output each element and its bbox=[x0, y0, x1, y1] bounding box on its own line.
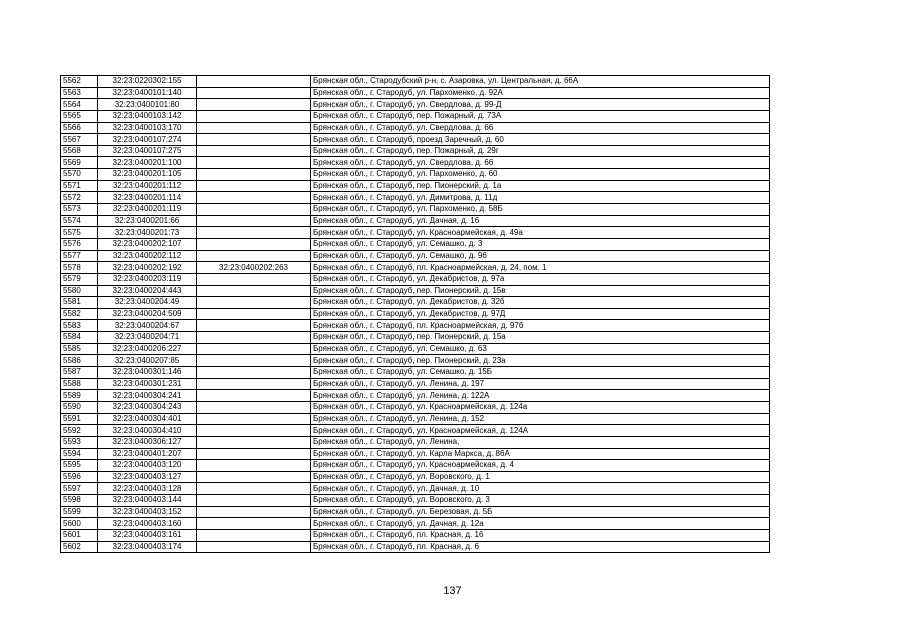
cadastral-number-cell: 32:23:0400204:67 bbox=[98, 320, 197, 332]
cadastral-number-cell: 32:23:0400201:112 bbox=[98, 180, 197, 192]
address-cell: Брянская обл., г. Стародуб, ул. Ленина, д. 197 bbox=[311, 378, 770, 390]
address-cell: Брянская обл., г. Стародуб, ул. Семашко, д. 15Б bbox=[311, 367, 770, 379]
address-cell: Брянская обл., г. Стародуб, ул. Ленина, д. 122А bbox=[311, 390, 770, 402]
address-cell: Брянская обл., г. Стародуб, ул. Пархоменко, д. 92А bbox=[311, 87, 770, 99]
address-cell: Брянская обл., г. Стародуб, ул. Красноармейская, д. 124А bbox=[311, 425, 770, 437]
address-cell: Брянская обл., г. Стародуб, ул. Ленина, д. 152 bbox=[311, 413, 770, 425]
table-row bbox=[61, 390, 770, 402]
cadastral-number-cell: 32:23:0400201:66 bbox=[98, 215, 197, 227]
row-number-cell: 5591 bbox=[61, 413, 98, 425]
cadastral-number-cell: 32:23:0400101:80 bbox=[98, 99, 197, 111]
related-cadastral-number-cell bbox=[197, 308, 311, 320]
address-cell: Брянская обл., г. Стародуб, пер. Пионерский, д. 15а bbox=[311, 332, 770, 344]
address-cell: Брянская обл., г. Стародуб, ул. Ленина, bbox=[311, 436, 770, 448]
row-number-cell: 5587 bbox=[61, 367, 98, 379]
row-number-cell: 5564 bbox=[61, 99, 98, 111]
address-cell: Брянская обл., г. Стародуб, ул. Свердлова, д. 66 bbox=[311, 122, 770, 134]
cadastral-number-cell: 32:23:0400103:142 bbox=[98, 110, 197, 122]
related-cadastral-number-cell bbox=[197, 460, 311, 472]
related-cadastral-number-cell bbox=[197, 483, 311, 495]
table-row bbox=[61, 518, 770, 530]
cadastral-number-cell: 32:23:0400107:274 bbox=[98, 134, 197, 146]
related-cadastral-number-cell bbox=[197, 390, 311, 402]
related-cadastral-number-cell bbox=[197, 215, 311, 227]
address-cell: Брянская обл., г. Стародуб, ул. Семашко, д. 63 bbox=[311, 343, 770, 355]
row-number-cell: 5586 bbox=[61, 355, 98, 367]
related-cadastral-number-cell bbox=[197, 401, 311, 413]
row-number-cell: 5575 bbox=[61, 227, 98, 239]
cadastral-number-cell: 32:23:0400403:161 bbox=[98, 529, 197, 541]
row-number-cell: 5589 bbox=[61, 390, 98, 402]
related-cadastral-number-cell bbox=[197, 355, 311, 367]
table-row bbox=[61, 425, 770, 437]
related-cadastral-number-cell bbox=[197, 297, 311, 309]
table-row bbox=[61, 355, 770, 367]
address-cell: Брянская обл., г. Стародуб, ул. Свердлова, д. 99-Д bbox=[311, 99, 770, 111]
related-cadastral-number-cell bbox=[197, 99, 311, 111]
address-cell: Брянская обл., г. Стародуб, ул. Дачная, д. 10 bbox=[311, 483, 770, 495]
table-row bbox=[61, 238, 770, 250]
table-row bbox=[61, 204, 770, 216]
cadastral-number-cell: 32:23:0400202:107 bbox=[98, 238, 197, 250]
address-cell: Брянская обл., г. Стародуб, ул. Дачная, д. 16 bbox=[311, 215, 770, 227]
row-number-cell: 5581 bbox=[61, 297, 98, 309]
address-cell: Брянская обл., г. Стародуб, пл. Красная, д. 6 bbox=[311, 541, 770, 553]
cadastral-number-cell: 32:23:0400107:275 bbox=[98, 145, 197, 157]
row-number-cell: 5566 bbox=[61, 122, 98, 134]
address-cell: Брянская обл., г. Стародуб, пер. Пожарный, д. 73А bbox=[311, 110, 770, 122]
related-cadastral-number-cell bbox=[197, 250, 311, 262]
table-row bbox=[61, 320, 770, 332]
cadastral-number-cell: 32:23:0400207:85 bbox=[98, 355, 197, 367]
cadastral-number-cell: 32:23:0400401:207 bbox=[98, 448, 197, 460]
table-row bbox=[61, 471, 770, 483]
address-cell: Брянская обл., г. Стародуб, ул. Декабристов, д. 32б bbox=[311, 297, 770, 309]
property-register-table bbox=[60, 75, 770, 553]
related-cadastral-number-cell bbox=[197, 541, 311, 553]
row-number-cell: 5565 bbox=[61, 110, 98, 122]
cadastral-number-cell: 32:23:0400202:112 bbox=[98, 250, 197, 262]
table-row bbox=[61, 367, 770, 379]
related-cadastral-number-cell bbox=[197, 76, 311, 88]
row-number-cell: 5574 bbox=[61, 215, 98, 227]
related-cadastral-number-cell bbox=[197, 134, 311, 146]
table-row bbox=[61, 145, 770, 157]
related-cadastral-number-cell bbox=[197, 413, 311, 425]
related-cadastral-number-cell bbox=[197, 332, 311, 344]
related-cadastral-number-cell bbox=[197, 320, 311, 332]
row-number-cell: 5579 bbox=[61, 273, 98, 285]
table-row bbox=[61, 87, 770, 99]
table-row bbox=[61, 495, 770, 507]
cadastral-number-cell: 32:23:0400201:114 bbox=[98, 192, 197, 204]
cadastral-number-cell: 32:23:0400304:243 bbox=[98, 401, 197, 413]
table-row bbox=[61, 413, 770, 425]
table-row bbox=[61, 122, 770, 134]
table-body bbox=[61, 76, 770, 553]
table-row bbox=[61, 110, 770, 122]
table-row bbox=[61, 76, 770, 88]
row-number-cell: 5583 bbox=[61, 320, 98, 332]
row-number-cell: 5572 bbox=[61, 192, 98, 204]
cadastral-number-cell: 32:23:0400304:410 bbox=[98, 425, 197, 437]
table-row bbox=[61, 401, 770, 413]
cadastral-number-cell: 32:23:0400201:73 bbox=[98, 227, 197, 239]
related-cadastral-number-cell bbox=[197, 180, 311, 192]
table-row bbox=[61, 192, 770, 204]
row-number-cell: 5562 bbox=[61, 76, 98, 88]
row-number-cell: 5577 bbox=[61, 250, 98, 262]
table-row bbox=[61, 332, 770, 344]
related-cadastral-number-cell bbox=[197, 529, 311, 541]
cadastral-number-cell: 32:23:0400204:443 bbox=[98, 285, 197, 297]
address-cell: Брянская обл., г. Стародуб, пл. Красная, д. 16 bbox=[311, 529, 770, 541]
related-cadastral-number-cell bbox=[197, 238, 311, 250]
row-number-cell: 5568 bbox=[61, 145, 98, 157]
address-cell: Брянская обл., г. Стародуб, ул. Семашко, д. 96 bbox=[311, 250, 770, 262]
related-cadastral-number-cell: 32:23:0400202:263 bbox=[197, 262, 311, 274]
page-number: 137 bbox=[443, 585, 462, 597]
related-cadastral-number-cell bbox=[197, 145, 311, 157]
related-cadastral-number-cell bbox=[197, 192, 311, 204]
related-cadastral-number-cell bbox=[197, 436, 311, 448]
row-number-cell: 5588 bbox=[61, 378, 98, 390]
table-row bbox=[61, 529, 770, 541]
related-cadastral-number-cell bbox=[197, 378, 311, 390]
table-row bbox=[61, 134, 770, 146]
cadastral-number-cell: 32:23:0400101:140 bbox=[98, 87, 197, 99]
cadastral-number-cell: 32:23:0400202:192 bbox=[98, 262, 197, 274]
address-cell: Брянская обл., г. Стародуб, пер. Пионерский, д. 1а bbox=[311, 180, 770, 192]
address-cell: Брянская обл., г. Стародуб, ул. Воровского, д. 1 bbox=[311, 471, 770, 483]
related-cadastral-number-cell bbox=[197, 471, 311, 483]
cadastral-number-cell: 32:23:0220302:155 bbox=[98, 76, 197, 88]
cadastral-number-cell: 32:23:0400403:160 bbox=[98, 518, 197, 530]
cadastral-number-cell: 32:23:0400403:128 bbox=[98, 483, 197, 495]
related-cadastral-number-cell bbox=[197, 425, 311, 437]
row-number-cell: 5580 bbox=[61, 285, 98, 297]
related-cadastral-number-cell bbox=[197, 122, 311, 134]
cadastral-number-cell: 32:23:0400403:144 bbox=[98, 495, 197, 507]
table-row bbox=[61, 541, 770, 553]
row-number-cell: 5595 bbox=[61, 460, 98, 472]
address-cell: Брянская обл., г. Стародуб, ул. Красноармейская, д. 124а bbox=[311, 401, 770, 413]
address-cell: Брянская обл., г. Стародуб, ул. Красноармейская, д. 4 bbox=[311, 460, 770, 472]
address-cell: Брянская обл., г. Стародуб, ул. Декабристов, д. 97Д bbox=[311, 308, 770, 320]
cadastral-number-cell: 32:23:0400203:119 bbox=[98, 273, 197, 285]
row-number-cell: 5570 bbox=[61, 169, 98, 181]
cadastral-number-cell: 32:23:0400403:127 bbox=[98, 471, 197, 483]
cadastral-number-cell: 32:23:0400306:127 bbox=[98, 436, 197, 448]
table-row bbox=[61, 285, 770, 297]
row-number-cell: 5596 bbox=[61, 471, 98, 483]
cadastral-number-cell: 32:23:0400201:119 bbox=[98, 204, 197, 216]
table-row bbox=[61, 180, 770, 192]
row-number-cell: 5601 bbox=[61, 529, 98, 541]
related-cadastral-number-cell bbox=[197, 204, 311, 216]
cadastral-number-cell: 32:23:0400304:401 bbox=[98, 413, 197, 425]
cadastral-number-cell: 32:23:0400201:105 bbox=[98, 169, 197, 181]
address-cell: Брянская обл., г. Стародуб, ул. Карла Маркса, д. 86А bbox=[311, 448, 770, 460]
related-cadastral-number-cell bbox=[197, 367, 311, 379]
table-row bbox=[61, 343, 770, 355]
table-row bbox=[61, 262, 770, 274]
row-number-cell: 5578 bbox=[61, 262, 98, 274]
table-row bbox=[61, 157, 770, 169]
related-cadastral-number-cell bbox=[197, 87, 311, 99]
cadastral-number-cell: 32:23:0400201:100 bbox=[98, 157, 197, 169]
row-number-cell: 5585 bbox=[61, 343, 98, 355]
related-cadastral-number-cell bbox=[197, 169, 311, 181]
address-cell: Брянская обл., г. Стародуб, ул. Воровского, д. 3 bbox=[311, 495, 770, 507]
cadastral-number-cell: 32:23:0400103:170 bbox=[98, 122, 197, 134]
cadastral-number-cell: 32:23:0400204:71 bbox=[98, 332, 197, 344]
related-cadastral-number-cell bbox=[197, 273, 311, 285]
address-cell: Брянская обл., г. Стародуб, ул. Димитрова, д. 11д bbox=[311, 192, 770, 204]
row-number-cell: 5600 bbox=[61, 518, 98, 530]
address-cell: Брянская обл., г. Стародуб, ул. Свердлова, д. 66 bbox=[311, 157, 770, 169]
row-number-cell: 5592 bbox=[61, 425, 98, 437]
cadastral-number-cell: 32:23:0400206:227 bbox=[98, 343, 197, 355]
cadastral-number-cell: 32:23:0400301:146 bbox=[98, 367, 197, 379]
row-number-cell: 5576 bbox=[61, 238, 98, 250]
address-cell: Брянская обл., г. Стародуб, ул. Березовая, д. 5Б bbox=[311, 506, 770, 518]
table-row bbox=[61, 215, 770, 227]
address-cell: Брянская обл., г. Стародуб, пл. Красноармейская, д. 24, пом. 1 bbox=[311, 262, 770, 274]
address-cell: Брянская обл., г. Стародуб, пер. Пионерский, д. 23а bbox=[311, 355, 770, 367]
address-cell: Брянская обл., г. Стародуб, пл. Красноармейская, д. 97б bbox=[311, 320, 770, 332]
row-number-cell: 5582 bbox=[61, 308, 98, 320]
row-number-cell: 5597 bbox=[61, 483, 98, 495]
related-cadastral-number-cell bbox=[197, 495, 311, 507]
cadastral-number-cell: 32:23:0400403:152 bbox=[98, 506, 197, 518]
table-row bbox=[61, 250, 770, 262]
address-cell: Брянская обл., г. Стародуб, ул. Дачная, д. 12а bbox=[311, 518, 770, 530]
address-cell: Брянская обл., г. Стародуб, ул. Красноармейская, д. 49а bbox=[311, 227, 770, 239]
address-cell: Брянская обл., г. Стародуб, пер. Пионерский, д. 15в bbox=[311, 285, 770, 297]
address-cell: Брянская обл., г. Стародуб, ул. Пархоменко, д. 60 bbox=[311, 169, 770, 181]
related-cadastral-number-cell bbox=[197, 110, 311, 122]
related-cadastral-number-cell bbox=[197, 157, 311, 169]
table-row bbox=[61, 378, 770, 390]
table-row bbox=[61, 99, 770, 111]
address-cell: Брянская обл., г. Стародуб, ул. Пархоменко, д. 58Б bbox=[311, 204, 770, 216]
address-cell: Брянская обл., Стародубский р-н, с. Азаровка, ул. Центральная, д. 66А bbox=[311, 76, 770, 88]
row-number-cell: 5599 bbox=[61, 506, 98, 518]
row-number-cell: 5573 bbox=[61, 204, 98, 216]
row-number-cell: 5593 bbox=[61, 436, 98, 448]
table-row bbox=[61, 308, 770, 320]
address-cell: Брянская обл., г. Стародуб, ул. Семашко, д. 3 bbox=[311, 238, 770, 250]
related-cadastral-number-cell bbox=[197, 518, 311, 530]
related-cadastral-number-cell bbox=[197, 343, 311, 355]
row-number-cell: 5567 bbox=[61, 134, 98, 146]
row-number-cell: 5569 bbox=[61, 157, 98, 169]
related-cadastral-number-cell bbox=[197, 448, 311, 460]
table-row bbox=[61, 506, 770, 518]
cadastral-number-cell: 32:23:0400204:49 bbox=[98, 297, 197, 309]
related-cadastral-number-cell bbox=[197, 285, 311, 297]
related-cadastral-number-cell bbox=[197, 227, 311, 239]
table-row bbox=[61, 448, 770, 460]
cadastral-number-cell: 32:23:0400204:509 bbox=[98, 308, 197, 320]
row-number-cell: 5563 bbox=[61, 87, 98, 99]
row-number-cell: 5598 bbox=[61, 495, 98, 507]
cadastral-number-cell: 32:23:0400304:241 bbox=[98, 390, 197, 402]
table-row bbox=[61, 483, 770, 495]
table-row bbox=[61, 227, 770, 239]
row-number-cell: 5590 bbox=[61, 401, 98, 413]
related-cadastral-number-cell bbox=[197, 506, 311, 518]
row-number-cell: 5584 bbox=[61, 332, 98, 344]
cadastral-number-cell: 32:23:0400301:231 bbox=[98, 378, 197, 390]
row-number-cell: 5594 bbox=[61, 448, 98, 460]
address-cell: Брянская обл., г. Стародуб, пер. Пожарный, д. 29г bbox=[311, 145, 770, 157]
table-row bbox=[61, 273, 770, 285]
table-row bbox=[61, 297, 770, 309]
row-number-cell: 5602 bbox=[61, 541, 98, 553]
address-cell: Брянская обл., г. Стародуб, проезд Заречный, д. 60 bbox=[311, 134, 770, 146]
table-row bbox=[61, 436, 770, 448]
row-number-cell: 5571 bbox=[61, 180, 98, 192]
cadastral-number-cell: 32:23:0400403:120 bbox=[98, 460, 197, 472]
address-cell: Брянская обл., г. Стародуб, ул. Декабристов, д. 97а bbox=[311, 273, 770, 285]
cadastral-number-cell: 32:23:0400403:174 bbox=[98, 541, 197, 553]
table-row bbox=[61, 169, 770, 181]
table-row bbox=[61, 460, 770, 472]
